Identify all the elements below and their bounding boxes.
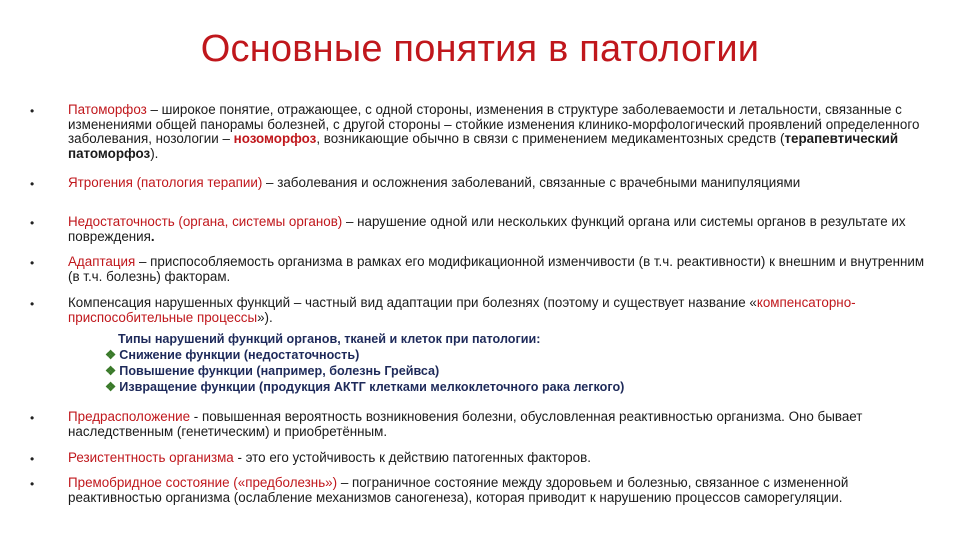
term: Патоморфоз xyxy=(68,102,147,117)
definition-text: . xyxy=(150,228,155,244)
diamond-bullet-icon: ❖ xyxy=(105,348,117,362)
separator: – xyxy=(337,475,352,490)
definition-text: ). xyxy=(150,145,159,161)
separator: – xyxy=(342,214,358,229)
definition-text: это его устойчивость к действию патогенных факторов. xyxy=(245,450,591,465)
definition-adaptation xyxy=(68,255,936,284)
list-item-label: Снижение функции (недостаточность) xyxy=(119,348,360,362)
bold-term: терапевтический патоморфоз xyxy=(68,131,899,161)
definition-iatrogeny xyxy=(68,176,936,191)
separator: – xyxy=(262,175,278,190)
term: компенсаторно-приспособительные процессы xyxy=(68,295,856,325)
term: Недостаточность (органа, системы органов) xyxy=(68,214,343,229)
list-item xyxy=(105,347,624,363)
bullet: • xyxy=(30,411,35,425)
definition-text: приспособляемость организма в рамках его модификационной изменчивости (в т.ч. реактивности) к внешним и внутренним (в т.ч. болезнь) факторам. xyxy=(68,254,925,284)
separator: - xyxy=(233,450,246,465)
term: Предрасположение xyxy=(68,409,191,424)
definition-insufficiency xyxy=(68,215,936,244)
definition-patomorphosis xyxy=(68,103,936,161)
diamond-bullet-icon: ❖ xyxy=(105,380,117,394)
definition-text: широкое понятие, отражающее, с одной стороны, изменения в структуре заболеваемости и летальности, связанные с изменениями общей панорамы болезней, с другой стороны – стойкие изменения клинико-морфологический проявлений определенного заболевания, нозологии – xyxy=(68,102,920,147)
separator: – xyxy=(135,254,151,269)
list-item-label: Извращение функции (продукция АКТГ клетками мелкоклеточного рака легкого) xyxy=(119,380,625,394)
separator: - xyxy=(190,409,202,424)
page-title: Основные понятия в патологии xyxy=(200,28,760,70)
subsection-list xyxy=(105,347,624,395)
definition-text: повышенная вероятность возникновения болезни, обусловленная реактивностью организма. Оно бывает наследственным (генетическим) и приобретённым. xyxy=(68,409,863,439)
bullet: • xyxy=(30,477,35,491)
bullet: • xyxy=(30,256,35,270)
term: Ятрогения (патология терапии) xyxy=(68,175,263,190)
bullet: • xyxy=(30,177,35,191)
definition-text: , возникающие обычно в связи с применением медикаментозных средств ( xyxy=(316,131,785,147)
subsection-heading: Типы нарушений функций органов, тканей и клеток при патологии: xyxy=(118,332,541,346)
definition-text: пограничное состояние между здоровьем и болезнью, связанное с измененной реактивностью организма (ослабление механизмов саногенеза), которая приводит к нарушению процессов саморегуляции. xyxy=(68,475,849,505)
bullet: • xyxy=(30,216,35,230)
term: Резистентность организма xyxy=(68,450,234,465)
definition-text: нарушение одной или нескольких функций органа или системы органов в результате их повреждения xyxy=(68,214,906,244)
definition-resistance xyxy=(68,451,936,466)
term: Адаптация xyxy=(68,254,136,269)
definition-premorbid-state xyxy=(68,476,936,505)
term: нозоморфоз xyxy=(233,131,317,147)
definition-compensation xyxy=(68,296,936,325)
list-item-label: Повышение функции (например, болезнь Грейвса) xyxy=(119,364,440,378)
definition-text: »). xyxy=(257,309,273,325)
definition-predisposition xyxy=(68,410,936,439)
separator: – xyxy=(146,102,162,117)
definition-text: заболевания и осложнения заболеваний, связанные с врачебными манипуляциями xyxy=(277,175,801,190)
definition-text: Компенсация нарушенных функций – частный вид адаптации при болезнях (поэтому и существует название « xyxy=(68,295,757,310)
bullet: • xyxy=(30,297,35,311)
diamond-bullet-icon: ❖ xyxy=(105,364,117,378)
list-item xyxy=(105,363,624,379)
list-item xyxy=(105,379,624,395)
bullet: • xyxy=(30,104,35,118)
bullet: • xyxy=(30,452,35,466)
term: Премобридное состояние («предболезнь») xyxy=(68,475,338,490)
